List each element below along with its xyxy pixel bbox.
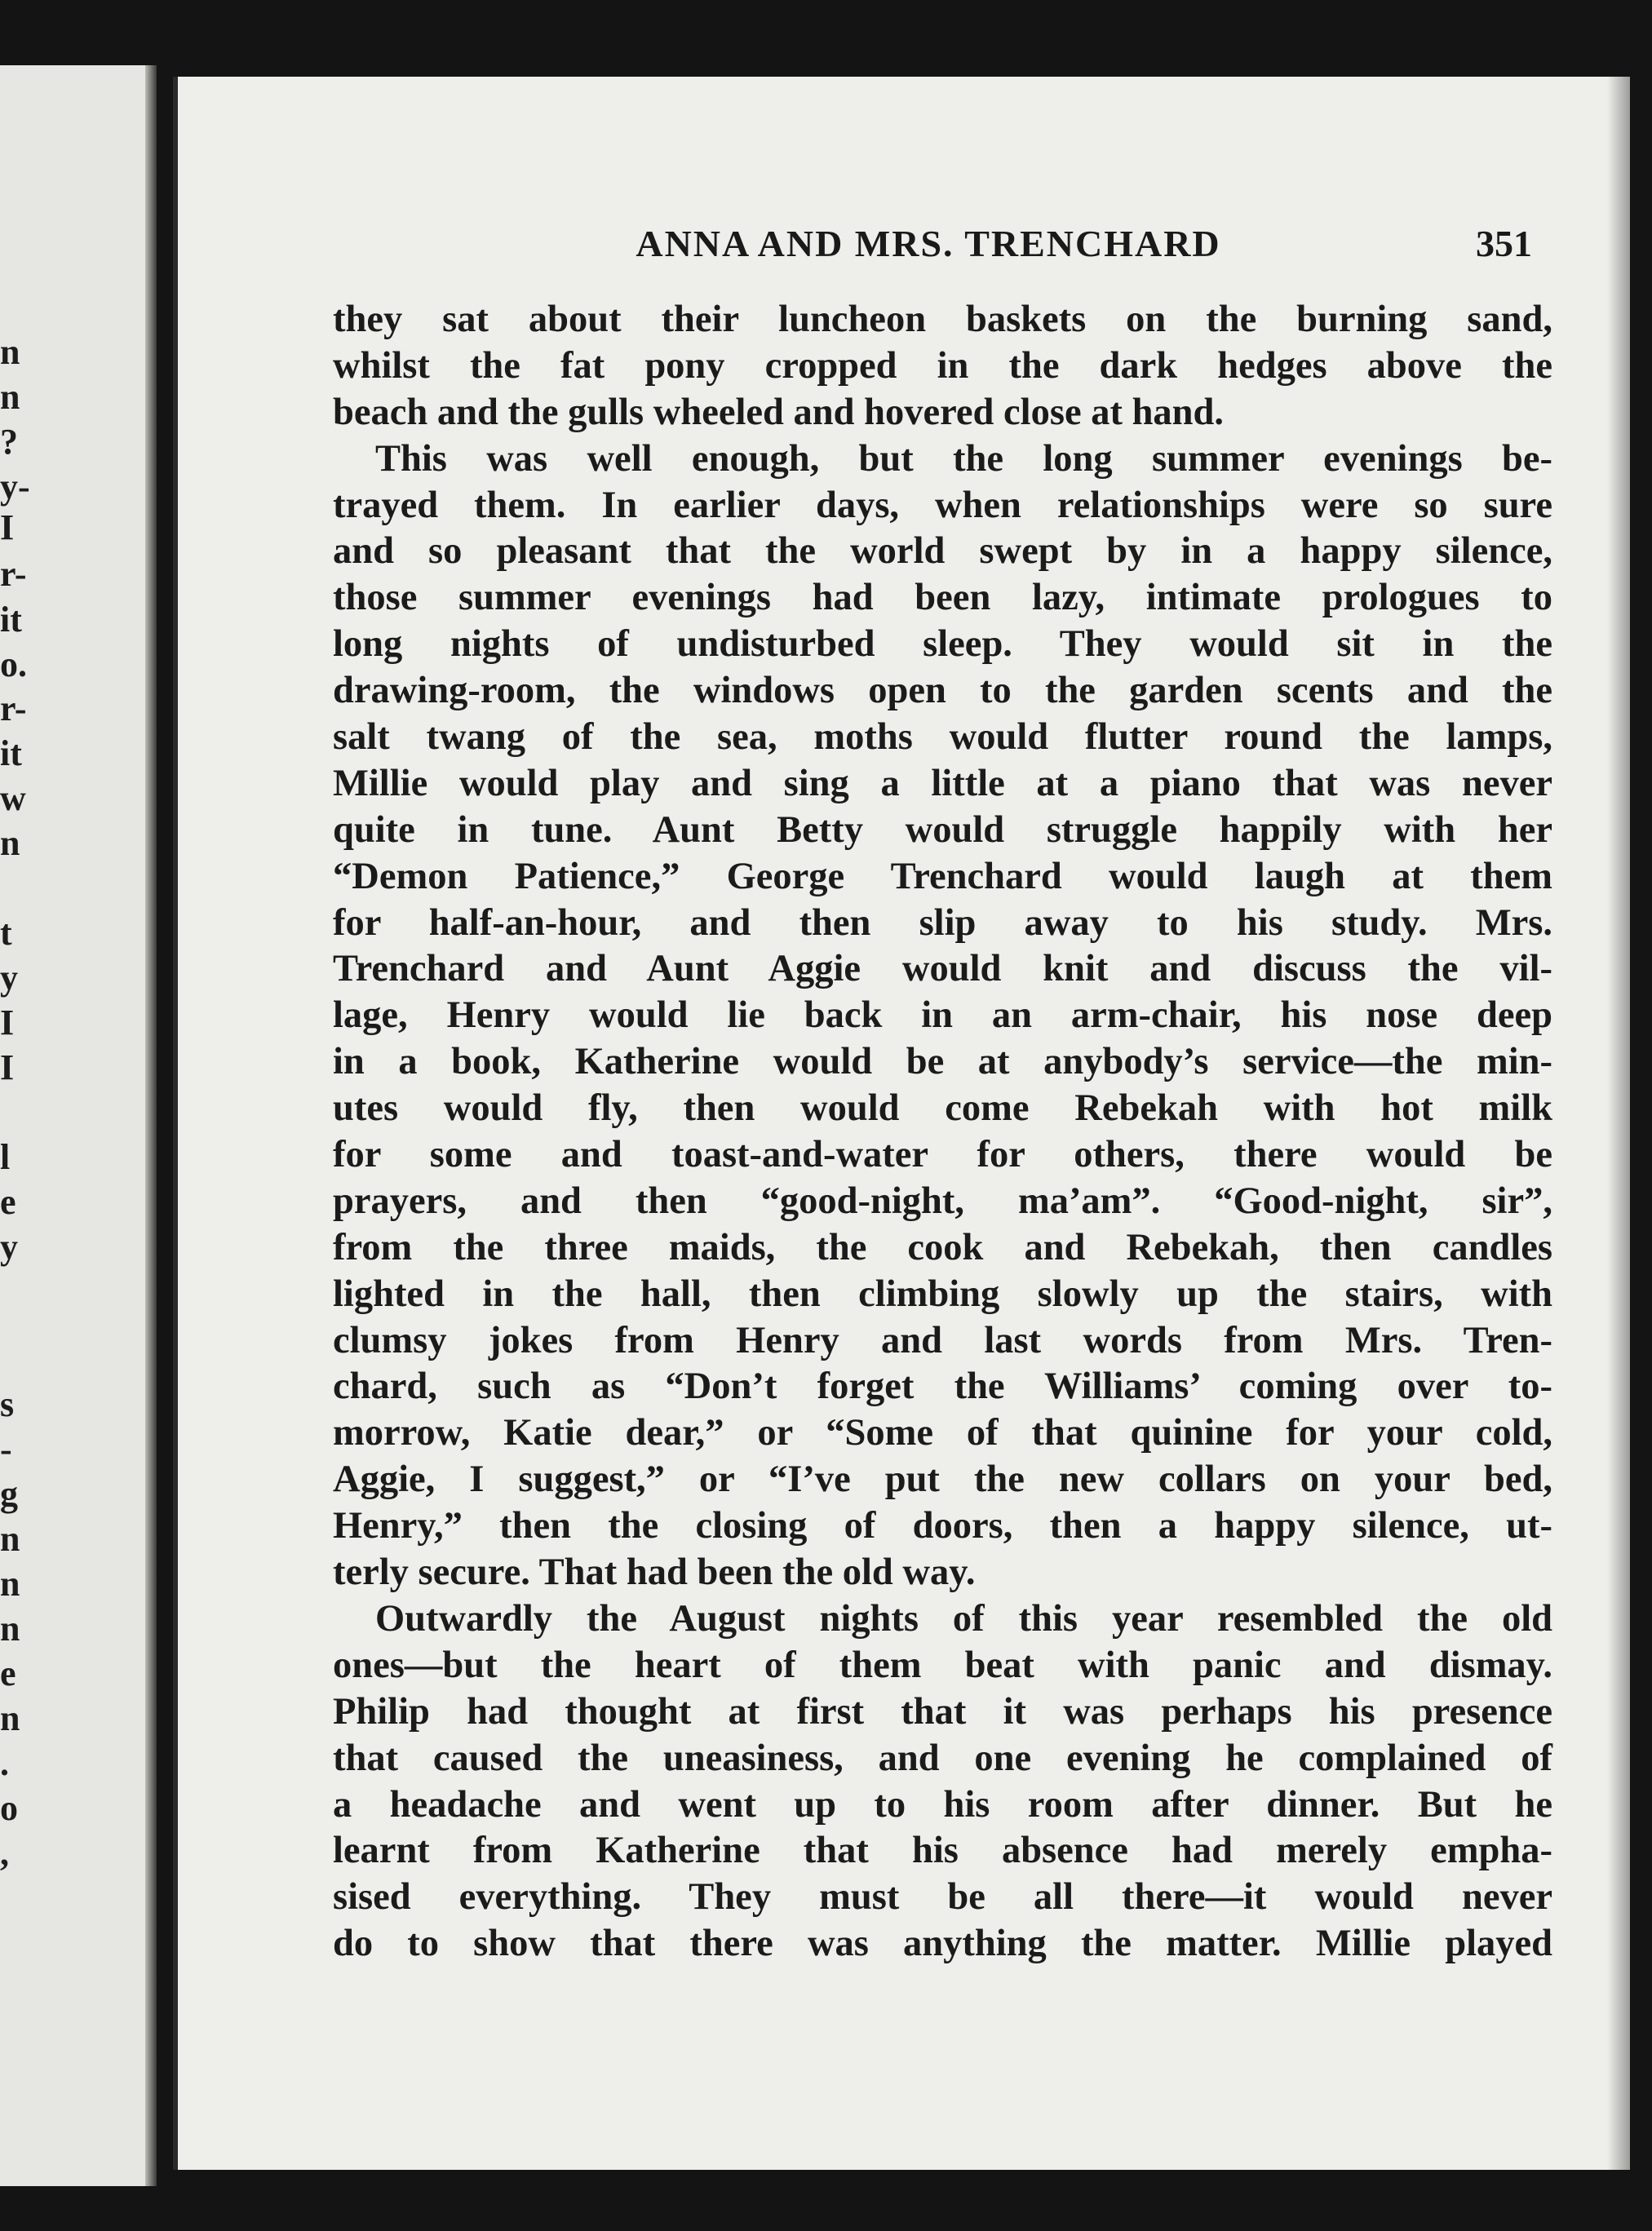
facing-page-char: s [0, 1384, 15, 1424]
text-line: they sat about their luncheon baskets on the burning sand, [333, 299, 1552, 340]
text-line: trayed them. In earlier days, when relationships were so sure [333, 484, 1552, 526]
text-line: for some and toast-and-water for others, there would be [333, 1134, 1552, 1176]
text-line: utes would fly, then would come Rebekah with hot milk [333, 1087, 1552, 1130]
facing-page-char: y- [0, 467, 30, 507]
text-line: in a book, Katherine would be at anybody’s service—the min- [333, 1041, 1552, 1083]
facing-page-char: n [0, 1519, 20, 1559]
facing-page-char: e [0, 1182, 16, 1222]
facing-page-char: I [0, 1003, 15, 1042]
text-line: chard, such as “Don’t forget the Williams’ coming over to- [333, 1366, 1552, 1408]
text-line: sised everything. They must be all there—it would never [333, 1876, 1552, 1919]
body-text [333, 297, 1552, 1968]
text-line: that caused the uneasiness, and one evening he complained of [333, 1737, 1552, 1779]
text-line: morrow, Katie dear,” or “Some of that quinine for your cold, [333, 1412, 1552, 1454]
text-line: do to show that there was anything the matter. Millie played [333, 1923, 1552, 1965]
text-line: Philip had thought at first that it was perhaps his presence [333, 1690, 1552, 1733]
book-page [173, 77, 1630, 2170]
text-line: Henry,” then the closing of doors, then a happy silence, ut- [333, 1505, 1552, 1547]
text-line: ones—but the heart of them beat with panic and dismay. [333, 1644, 1552, 1686]
facing-page-char: I [0, 507, 15, 547]
text-line: “Demon Patience,” George Trenchard would laugh at them [333, 855, 1552, 897]
facing-page-char: n [0, 1698, 20, 1738]
facing-page-char: r- [0, 554, 27, 594]
text-line: lage, Henry would lie back in an arm-chair, his nose deep [333, 994, 1552, 1037]
text-line: drawing-room, the windows open to the garden scents and the [333, 670, 1552, 712]
text-line: those summer evenings had been lazy, intimate prologues to [333, 577, 1552, 619]
text-line: beach and the gulls wheeled and hovered close at hand. [333, 391, 1225, 433]
text-line: and so pleasant that the world swept by in a happy silence, [333, 530, 1552, 573]
facing-page-char: it [0, 733, 22, 773]
text-line: Aggie, I suggest,” or “I’ve put the new collars on your bed, [333, 1459, 1552, 1501]
text-line: Trenchard and Aunt Aggie would knit and discuss the vil- [333, 948, 1552, 990]
text-line: long nights of undisturbed sleep. They would sit in the [333, 623, 1552, 666]
running-head-title: ANNA AND MRS. TRENCHARD [636, 223, 1221, 264]
text-line: whilst the fat pony cropped in the dark hedges above the [333, 344, 1552, 387]
text-line: for half-an-hour, and then slip away to his study. Mrs. [333, 901, 1552, 944]
facing-page-char: w [0, 778, 26, 818]
facing-page-char: . [0, 1743, 9, 1783]
text-line: prayers, and then “good-night, ma’am”. “Good-night, sir”, [333, 1180, 1552, 1222]
text-line: salt twang of the sea, moths would flutter round the lamps, [333, 716, 1552, 759]
facing-page-char: r- [0, 688, 27, 728]
text-line: learnt from Katherine that his absence had merely empha- [333, 1830, 1552, 1872]
text-line: Outwardly the August nights of this year resembled the old [375, 1597, 1552, 1640]
facing-page-char: t [0, 913, 12, 953]
facing-page-char: , [0, 1833, 9, 1873]
text-line: This was well enough, but the long summer evenings be- [375, 437, 1552, 480]
text-line: lighted in the hall, then climbing slowly up the stairs, with [333, 1273, 1552, 1315]
facing-page-char: it [0, 600, 22, 640]
text-line: clumsy jokes from Henry and last words from Mrs. Tren- [333, 1319, 1552, 1361]
facing-page-char: g [0, 1474, 18, 1514]
gutter-shadow [145, 65, 157, 2186]
facing-page-char: y [0, 958, 18, 998]
text-line: quite in tune. Aunt Betty would struggle happily with her [333, 808, 1552, 851]
facing-page-char: o [0, 1788, 18, 1828]
text-line: Millie would play and sing a little at a piano that was never [333, 762, 1552, 804]
facing-page-char: - [0, 1429, 12, 1469]
page-number: 351 [1476, 223, 1532, 264]
facing-page-char: n [0, 332, 20, 372]
facing-page-margin-text [0, 65, 33, 2186]
facing-page-char: ? [0, 422, 18, 462]
facing-page-char: y [0, 1227, 18, 1267]
facing-page-char: o. [0, 644, 27, 684]
facing-page [0, 65, 157, 2186]
text-line: from the three maids, the cook and Rebekah, then candles [333, 1226, 1552, 1268]
running-head [325, 222, 1532, 279]
facing-page-char: n [0, 823, 20, 863]
text-line: terly secure. That had been the old way. [333, 1552, 976, 1594]
facing-page-char: n [0, 1609, 20, 1649]
facing-page-char: I [0, 1047, 15, 1087]
facing-page-char: n [0, 377, 20, 417]
facing-page-char: n [0, 1564, 20, 1604]
facing-page-char: e [0, 1653, 16, 1693]
facing-page-char: l [0, 1137, 11, 1177]
text-line: a headache and went up to his room after dinner. But he [333, 1783, 1552, 1826]
